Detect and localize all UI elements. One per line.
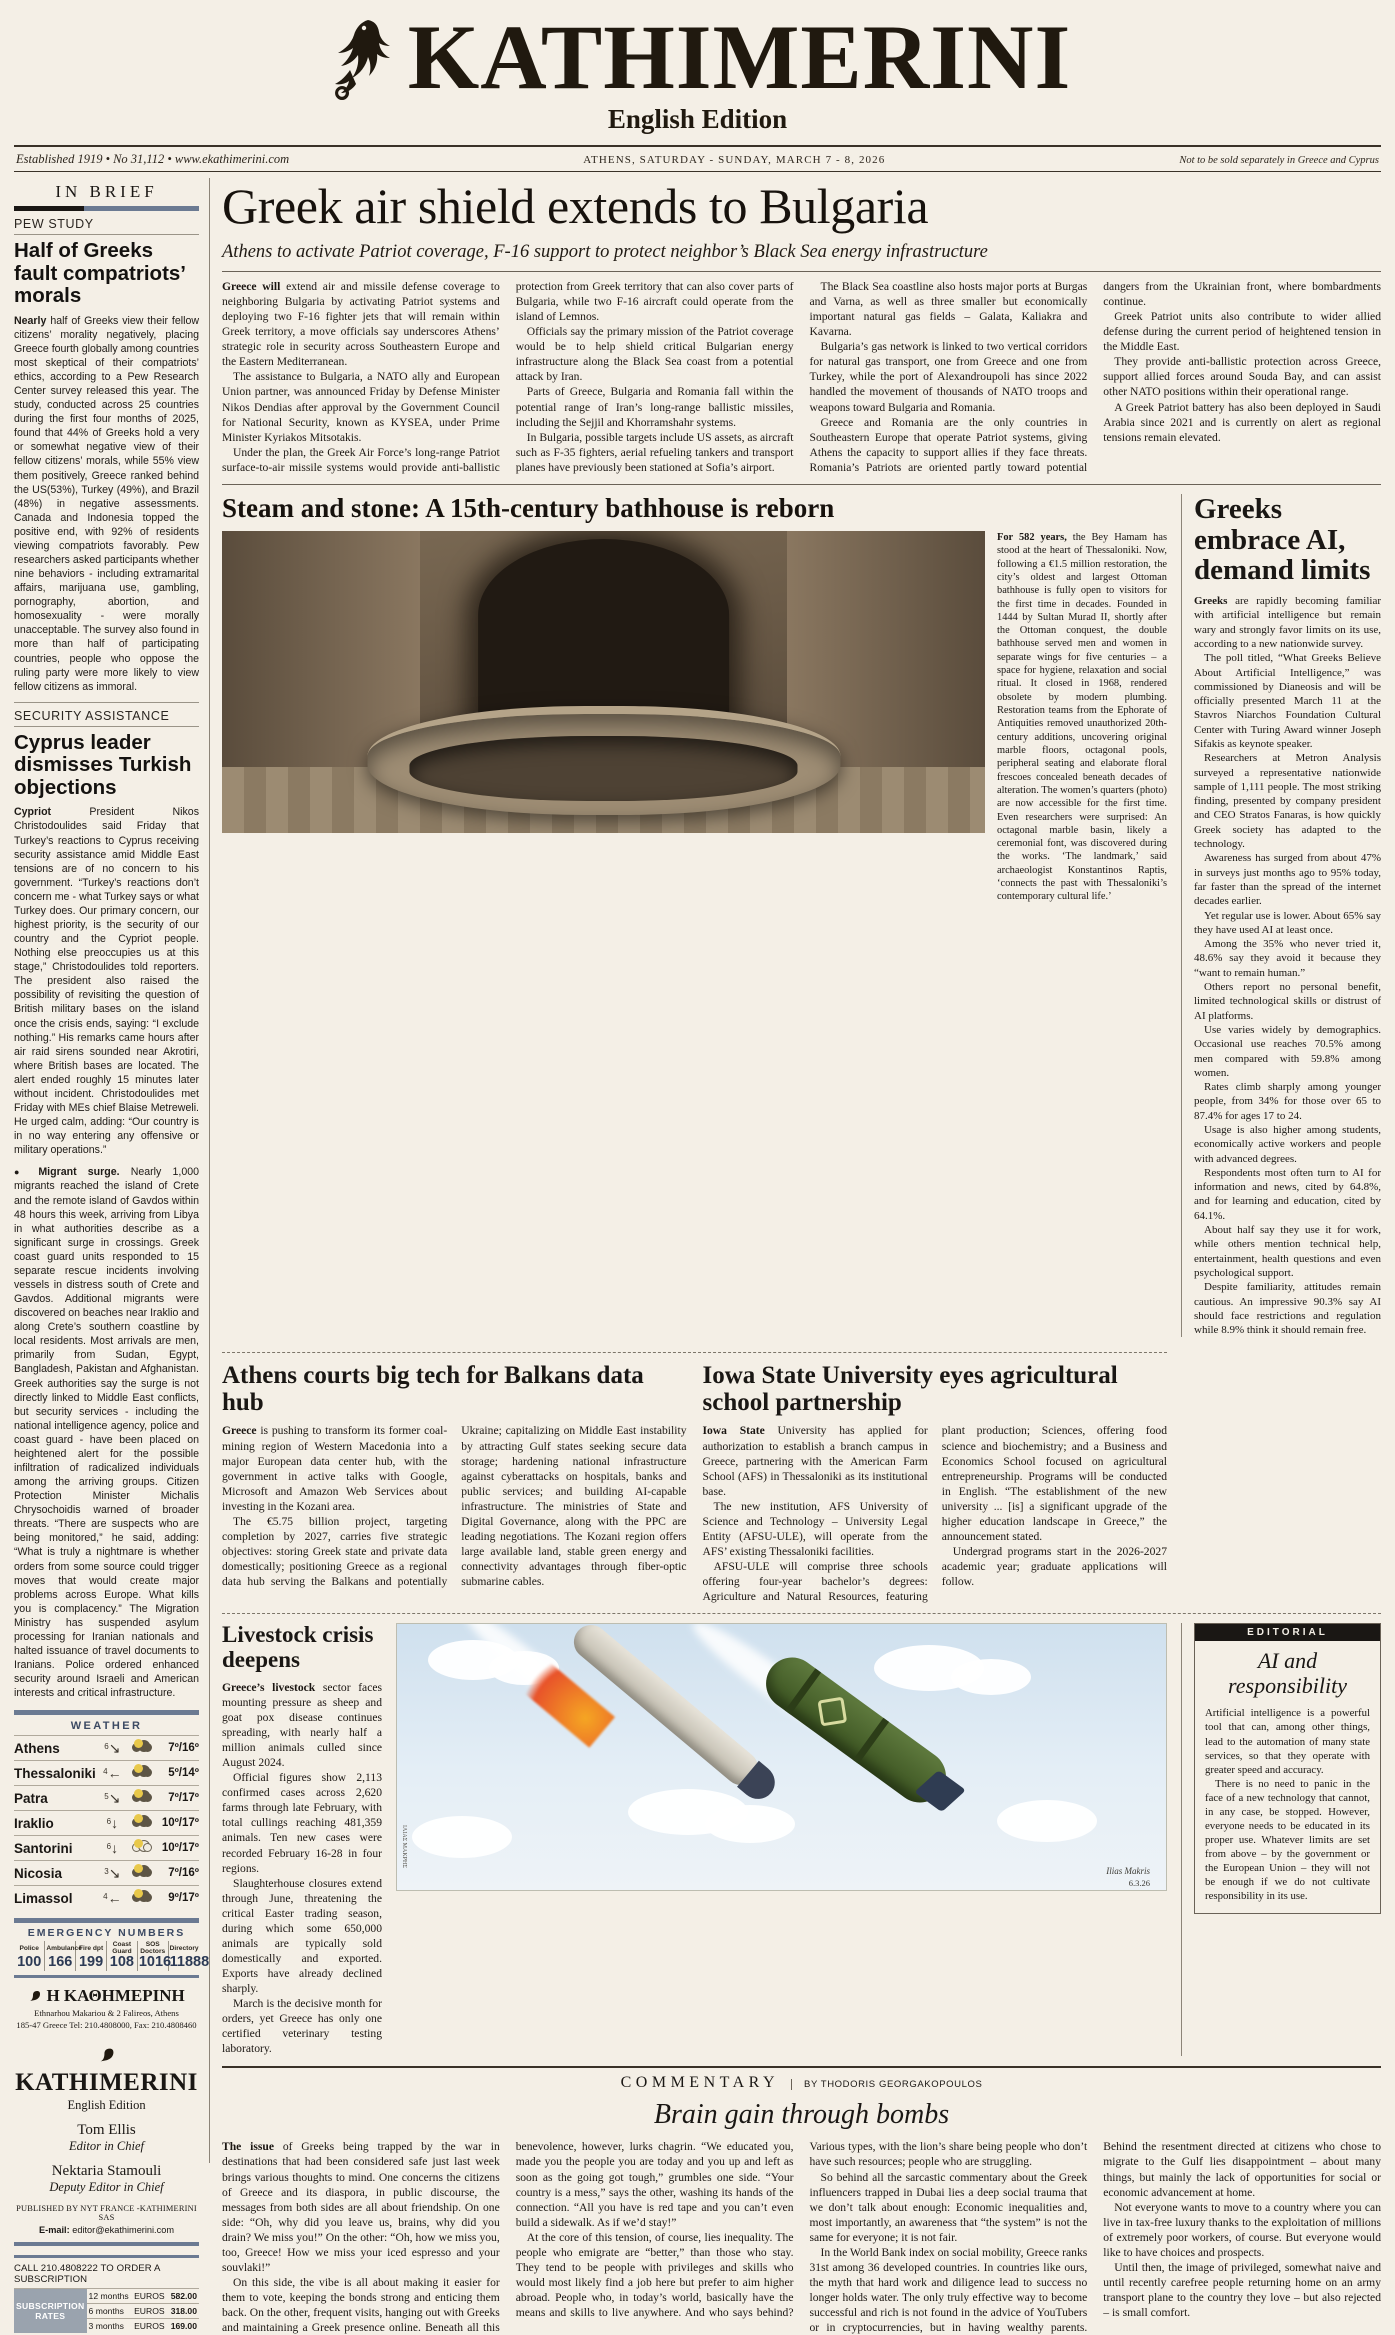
publisher-box [14, 1986, 199, 2246]
datahub-paragraph [222, 1423, 447, 1513]
sidebar [14, 178, 210, 2331]
editorial-body [1205, 1706, 1370, 1902]
deputy-editor-name: Nektaria Stamouli [51, 2163, 162, 2179]
commentary-paragraph-text: of Greeks being trapped by the war in destinations that had been considered safe just last week brings various thoughts to mind. One concerns the citizens of Greece and its diaspora, in public discourse, the messages from both sides are all about friendship. On one side: “Oh, why did you leave us, brains, why did you drain? We miss you!” On the other: “Oh, how we miss you, too, Greece! How we miss your iced espresso and your souvlaki!” [222, 2140, 500, 2274]
feature-article [222, 494, 1167, 1338]
cartoon-signature: Ilias Makris [1106, 1866, 1150, 1877]
subscription-currency: EUROS [132, 2289, 168, 2304]
iowa-lead-word: Iowa State [702, 1424, 765, 1438]
datahub-paragraph: The €5.75 billion project, targeting completion by 2027, carries five strategic objectives: storing Greek state and private data domestically; positioning Greece as a regional data hub serving the Balkans and potentially Ukraine; capitalizing on Middle East instability by attracting Gulf states seeking secure data storage; hardening national infrastructure against cyberattacks on hospitals, banks and public services; and building AI-capable infrastructure. The ministries of State and Digital Governance, along with the PPC are leading negotiations. The Kozani region offers large available land, stable green energy and connectivity advantages through fiber-optic submarine cables. [222, 1424, 687, 1589]
weather-row [14, 1736, 199, 1761]
subscription-price: 169.00 [168, 2319, 199, 2334]
weather-city: Iraklio [14, 1811, 96, 1836]
emergency-label: Police [19, 1944, 39, 1952]
caption-text: the Bey Hamam has stood at the heart of Thessaloniki. Now, following a €1.5 million restoration, the city’s oldest and largest Ottoman bathhouse is fully open to visitors for the first time in decades. Founded in 1444 by Sultan Murad II, shortly after the Ottoman conquest, the double bathhouse served men and women in separate wings for five centuries – a space for hygiene, relaxation and social ritual. It closed in 1968, rendered obsolete by modern plumbing. Restoration teams from the Ephorate of Antiquities removed unauthorized 20th-century additions, uncovering original marble floors, octagonal pools, peripheral seating and elaborate floral frescoes concealed beneath decades of alteration. The women’s quarters (photo) are now accessible for the first time. Even researchers were surprised: An octagonal marble basin, likely a ceremonial font, was discovered during the works. ‘The landmark,’ said archaeologist Konstantinos Raptis, ‘connects the past with Thessaloniki’s contemporary cultural life.’ [997, 531, 1167, 903]
brief-kicker: SECURITY ASSISTANCE [14, 708, 170, 723]
publisher-brand-text: KATHIMERINI [15, 2069, 198, 2096]
datahub-body [222, 1423, 687, 1589]
commentary-paragraph: In the World Bank index on social mobility, Greece ranks 31st among 36 developed countries. In countries like ours, the myth that hard work and diligence lead to success no longer holds water. The only truly effective way to become successful and rich is not found in the advice of YouTubers or in cryptocurrencies, but in having wealthy parents. Behind the resentment directed at citizens who chose to migrate to the Gulf lies disappointment – about many things, but mainly the lack of opportunities for social or economic advancement at home. [809, 2140, 1381, 2335]
editorial-paragraph: There is no need to panic in the face of a new technology that cannot, in any case, be stopped. However, everyone needs to be educated in its proper use. Whatever limits are set from above – by the government or the European Union – they will not be enough if we do not cultivate responsibility in its use. [1205, 1777, 1370, 1902]
masthead-subtitle: English Edition [607, 104, 788, 134]
weather-temp: 5º/14º [154, 1761, 199, 1786]
dashed-rule-2 [222, 1613, 1381, 1614]
livestock-paragraph-text: sector faces mounting pressure as sheep and goat pox disease continues spreading, with nearly half a million animals culled since August 2024. [222, 1680, 383, 1770]
brief-text: President Nikos Christodoulides said Friday that Turkey’s reactions to Cyprus receiving security assistance amid Middle East tensions are of no concern to his government. “Turkey’s reactions don’t concern me - what Turkey says or what Turkey does. Our primary concern, our highest priority, is the security of our country and the Cypriot people. Nothing else preoccupies us at this stage,” Christodoulides told reporters. The president also raised the possibility of revisiting the question of British military bases on the island once the crisis ends, saying: “I exclude nothing.” His remarks came hours after air raid sirens sounded near Akrotiri, where British bases are located. The alert ended roughly 15 minutes later without incident. Christodoulides met Friday with MEs chief Blaise Metreweli. He urged calm, adding: “Our country is in no way entering any offensive or military operations.” [14, 806, 199, 1157]
wind-direction-icon: ← [107, 1765, 122, 1782]
lead-paragraph [222, 279, 500, 369]
email-label: E-mail: [39, 2225, 70, 2235]
dateline: ATHENS, SATURDAY - SUNDAY, MARCH 7 - 8, 2026 [583, 154, 886, 166]
ai-paragraph-text: are rapidly becoming familiar with artificial intelligence but remain wary and strongly favor limits on its use, according to a new nationwide survey. [1194, 595, 1381, 650]
lead-rule [222, 271, 1381, 272]
datahub-paragraph-text: is pushing to transform its former coal-mining region of Western Macedonia into a major European data center hub, with the government in active talks with Google, Microsoft and Amazon Web Services about investing in the Kozani area. [222, 1424, 448, 1513]
brief-lead-word: Cypriot [14, 806, 52, 819]
brief-headline: Cyprus leader dismisses Turkish objections [14, 730, 192, 799]
weather-city: Athens [14, 1736, 96, 1761]
emergency-label: SOS Doctors [137, 1941, 168, 1955]
weather-temp: 10º/17º [154, 1811, 199, 1836]
datahub-headline: Athens courts big tech for Balkans data hub [222, 1362, 644, 1417]
subscription-currency: EUROS [132, 2304, 168, 2319]
deputy-editor-role: Deputy Editor in Chief [49, 2180, 164, 2194]
commentary-lead-word: The issue [222, 2140, 274, 2154]
ai-paragraph: Yet regular use is lower. About 65% say they have used AI at least once. [1194, 909, 1381, 936]
emergency-number: 108 [106, 1955, 137, 1970]
lead-paragraph: Greece and Romania are the only countries in Southeastern Europe that operate Patriot systems, giving Athens the capacity to support allies if they face threats. Romania’s Patriots are oriented partly toward potential dangers from the Ukrainian front, where bombardments continue. [809, 280, 1381, 474]
weather-city: Thessaloniki [14, 1761, 96, 1786]
in-brief-title: IN BRIEF [55, 182, 158, 201]
weather-icon [129, 1836, 154, 1861]
cartoon-area [396, 1623, 1167, 2056]
publisher-email[interactable] [14, 2225, 199, 2235]
publisher-address-2: 185-47 Greece Tel: 210.4808000, Fax: 210.4808460 [16, 2020, 197, 2031]
weather-table [14, 1735, 199, 1910]
emergency-title: EMERGENCY NUMBERS [27, 1927, 186, 1940]
weather-row [14, 1836, 199, 1861]
lead-paragraph: Bulgaria’s gas network is linked to two vertical corridors for natural gas transport, one from Greece and one from Turkey, while the port of Alexandroupoli has since 2022 handled the movement of thousands of NATO troops and weapons toward Bulgaria and Romania. [809, 340, 1088, 414]
editorial-area [1181, 1623, 1381, 2056]
editor-role: Editor in Chief [69, 2139, 144, 2153]
publisher-address-1: Ethnarhou Makariou & 2 Falireos, Athens [34, 2007, 179, 2018]
lead-article-body [222, 279, 1381, 475]
bottom-row [222, 1623, 1381, 2056]
feature-caption [997, 531, 1167, 904]
ai-paragraph: Rates climb sharply among younger people, from 34% for those over 65 to 87.4% for ages 17 to 24. [1194, 1081, 1381, 1122]
wind-speed: 4 [103, 1767, 108, 1777]
weather-wind [96, 1786, 129, 1811]
two-up-row [222, 1343, 1381, 1604]
weather-wind [96, 1811, 129, 1836]
iowa-headline: Iowa State University eyes agricultural school partnership [702, 1362, 1118, 1417]
brief-headline: Half of Greeks fault compatriots’ morals [14, 239, 185, 308]
livestock-paragraph [222, 1680, 382, 1770]
weather-row [14, 1761, 199, 1786]
livestock-body [222, 1680, 382, 2057]
iowa-paragraph: Undergrad programs start in the 2026-2027 academic year; graduate applications will follow. [941, 1544, 1167, 1589]
weather-temp: 7º/16º [154, 1736, 199, 1761]
kicker-rule [14, 234, 199, 235]
feature-photo [222, 531, 985, 833]
wind-direction-icon: ↘ [108, 1864, 121, 1881]
lead-paragraph: A Greek Patriot battery has also been deployed in Saudi Arabia since 2021 and is currently on alert as regional tensions remain elevated. [1103, 400, 1381, 444]
ai-paragraph: Despite familiarity, attitudes remain cautious. An impressive 90.3% say AI should face restrictions and regulation while 8.9% think it should remain free. [1194, 1281, 1381, 1337]
commentary-rule [222, 2066, 1381, 2068]
story-iowa [703, 1362, 1168, 1604]
story-datahub [222, 1362, 687, 1604]
griffin-small-icon [98, 2046, 116, 2064]
cartoon-credit: ΙΛΙΑΣ ΜΑΚΡΗΣ [401, 1825, 407, 1869]
ai-sidebar-body [1194, 594, 1381, 1337]
subscription-tag: SUBSCRIPTION RATES [14, 2289, 87, 2334]
commentary-header [222, 2074, 1381, 2092]
editorial-paragraph: Artificial intelligence is a powerful tool that can, among other things, lead to the automation of many state services, so that they operate with greater speed and accuracy. [1205, 1707, 1370, 1776]
commentary-title: Brain gain through bombs [653, 2099, 950, 2131]
editorial-tag: EDITORIAL [1195, 1624, 1380, 1641]
cartoon-date: 6.3.26 [1128, 1878, 1150, 1889]
subscription-currency: EUROS [132, 2319, 168, 2334]
sale-notice: Not to be sold separately in Greece and Cyprus [1179, 155, 1379, 166]
masthead-info-line [14, 147, 1381, 171]
commentary-paragraph: Until then, the image of privileged, somewhat naive and until recently carefree people returning home on an army transport plane to the country they love – but also rejected – is small comfort. [1103, 2260, 1381, 2320]
iowa-paragraph [703, 1423, 928, 1498]
ai-paragraph [1194, 594, 1381, 651]
ai-paragraph: Awareness has surged from about 47% in surveys just months ago to 95% today, far faster than the spread of the internet decades earlier. [1194, 852, 1381, 908]
emergency-label: Fire dpt [76, 1941, 107, 1955]
section-rule [222, 484, 1381, 485]
commentary-paragraph [222, 2139, 500, 2275]
brief-text: half of Greeks view their fellow citizens’ morality negatively, placing Greece fourth globally among countries most skeptical of their compatriots’ ethics, according to a Pew Research Center survey released this year. The study, conducted across 25 countries during the first four months of 2025, found that 44% of Greeks hold a very or somewhat negative view of their fellow citizens’ morals, while 55% view them positively, Greece ranked behind the US(53%), Turkey (49%), and Brazil (48%) in negative assessments. Canada and Indonesia topped the positive end, with 92% of residents viewing compatriots favorably. Pew researchers asked participants whether nine behaviors - including extramarital affairs, marijuana use, gambling, pornography, abortion, and homosexuality - were morally unacceptable. The survey also found in more than half of participating countries, people who oppose the ruling party were more likely to view fellow citizens as immoral. [14, 314, 199, 693]
masthead [14, 0, 1381, 135]
weather-row [14, 1811, 199, 1836]
caption-lead: For 582 years, [997, 531, 1067, 543]
weather-wind [96, 1836, 129, 1861]
story-livestock [222, 1623, 382, 2056]
brief-item-pew [14, 217, 199, 694]
iowa-paragraph-text: University has applied for authorization to establish a branch campus in Greece, partnering with the American Farm School (AFS) in Thessaloniki as its institutional base. [702, 1424, 928, 1498]
weather-temp: 7º/16º [154, 1861, 199, 1886]
emergency-number: 199 [76, 1955, 107, 1970]
ai-paragraph: Others report no personal benefit, limited technological skills or distrust of AI platforms. [1194, 981, 1381, 1022]
wind-direction-icon: ← [107, 1890, 122, 1907]
ai-sidebar-headline: Greeks embrace AI, demand limits [1194, 492, 1371, 587]
brief-divider [14, 702, 199, 703]
published-by: PUBLISHED BY NYT FRANCE -KATHIMERINI SAS [16, 2204, 197, 2222]
weather-city: Limassol [14, 1886, 96, 1911]
publisher-rule [14, 2242, 199, 2246]
brief-text: Nearly 1,000 migrants reached the island of Crete and the remote island of Gavdos within 48 hours this week, arriving from Libya in what authorities describe as a significant surge in crossings. Greek coast guard units responded to 15 separate rescue incidents involving vessels in distress south of Crete and Gavdos. Additional migrants were discovered on beaches near Iraklio and along Crete’s southern coastline by local residents. Most arrivals are men, primarily from Sudan, Egypt, Bangladesh, Pakistan and Afghanistan. Greek authorities say the surge is not directly linked to Middle East conflicts, but security services - including the national intelligence agency, police and coast guard - have been placed on heightened alert for the possible infiltration of radicalized individuals among the arriving groups. Citizen Protection Minister Michalis Chrysochoidis warned of broader threats. “There are suspects who are being monitored,” he said, adding: “What is truly a nightmare is whether orders from some source could trigger moves that would create major problems across Europe. What kills you is complacency.” The Migration Ministry has suspended asylum processing for Iranian nationals and halted issuance of travel documents to Iranians. Police ordered enhanced security around Israeli and American interests and critical infrastructure. [14, 1166, 199, 1700]
subscription-period: 12 months [87, 2289, 133, 2304]
emergency-label: Directory [168, 1941, 199, 1955]
publisher-edition: English Edition [67, 2098, 146, 2112]
lead-paragraph: Officials say the primary mission of the Patriot coverage would be to help shield critical Bulgarian energy infrastructure along the Black Sea coast from a potential attack by Iran. [515, 325, 794, 384]
lead-paragraph: Greek Patriot units also contribute to wider allied defense during the current period of heightened tension in the Middle East. [1103, 310, 1381, 354]
commentary-body [222, 2139, 1381, 2335]
ai-sidebar-article [1181, 494, 1381, 1338]
datahub-lead-word: Greece [222, 1424, 257, 1438]
lead-paragraph: Under the plan, the Greek Air Force’s long-range Patriot surface-to-air missile systems would provide anti-ballistic protection from Greek territory that can also cover parts of Bulgaria, while two F-16 aircraft could operate from the island of Lemnos. [222, 280, 794, 474]
subscription-table [14, 2288, 199, 2333]
weather-row [14, 1786, 199, 1811]
weather-temp: 10º/17º [154, 1836, 199, 1861]
weather-title: WEATHER [70, 1720, 143, 1733]
griffin-logo-icon [324, 14, 394, 100]
subscription-box [14, 2255, 199, 2333]
weather-temp: 7º/17º [154, 1786, 199, 1811]
lead-deck: Athens to activate Patriot coverage, F-16 support to protect neighbor’s Black Sea energy infrastructure [222, 242, 988, 262]
griffin-small-icon [28, 1989, 42, 2003]
weather-temp: 9º/17º [154, 1886, 199, 1911]
lead-paragraph: Parts of Greece, Bulgaria and Romania fall within the potential range of Iran’s long-range ballistic missiles, including the Sejjil and Khorramshahr systems. [515, 385, 794, 429]
emergency-bottom-rule [14, 1975, 199, 1978]
wind-speed: 3 [104, 1866, 109, 1876]
lead-paragraph: The assistance to Bulgaria, a NATO ally and European Union partner, was announced Friday by Defense Minister Nikos Dendias after approval by the Government Council for National Security, known as KYSEA, under Prime Minister Kyriakos Mitsotakis. [222, 370, 500, 444]
weather-city: Santorini [14, 1836, 96, 1861]
subscription-call-text: CALL 210.4808222 TO ORDER A SUBSCRIPTION [14, 2263, 160, 2285]
iowa-body [703, 1423, 1168, 1604]
livestock-headline: Livestock crisis deepens [222, 1622, 374, 1673]
wind-direction-icon: ↘ [108, 1739, 121, 1756]
ai-paragraph: The poll titled, “What Greeks Believe About Artificial Intelligence,” was commissioned by Dianeosis and will be officially presented March 11 at the Stavros Niarchos Foundation Cultural Center with Turing Award winner Joseph Sifakis as keynote speaker. [1194, 652, 1381, 750]
weather-icon [129, 1736, 154, 1761]
weather-icon [129, 1786, 154, 1811]
commentary-byline: BY THODORIS GEORGAKOPOULOS [791, 2079, 982, 2090]
weather-row [14, 1886, 199, 1911]
ai-paragraph: Researchers at Metron Analysis surveyed a representative nationwide sample of 1,111 people. The most striking finding, presented by company president and CEO Stratos Fanaras, is how quickly Greek society has adapted to the technology. [1194, 752, 1381, 851]
kicker-rule [14, 726, 199, 727]
subscription-price: 582.00 [168, 2289, 199, 2304]
iowa-paragraph: AFSU-ULE will comprise three schools offering four-year bachelor’s degrees: Agriculture and Natural Resources, featuring plant production; Sciences, offering food science and biochemistry; and a Business and Economics School focused on agricultural entrepreneurship. Programs will be conducted in English. “The establishment of the new university ... [is] a significant upgrade of the higher education landscape in Greece,” the announcement stated. [702, 1424, 1167, 1604]
publisher-brand [14, 2041, 199, 2097]
wind-speed: 5 [104, 1791, 109, 1801]
weather-icon [129, 1811, 154, 1836]
livestock-paragraph: Official figures show 2,113 confirmed cases across 2,620 farms through late February, with total cullings reaching 481,359 animals. Ten new cases were recorded February 16-28 in four regions. [222, 1771, 382, 1875]
editorial-box [1194, 1623, 1381, 1914]
wind-speed: 6 [106, 1842, 112, 1852]
iowa-paragraph: The new institution, AFS University of Science and Technology – University Legal Entity (AFSU-ULE), will operate from the AFS’ existing Thessaloniki facilities. [702, 1499, 928, 1558]
lead-word: Greece will [222, 280, 281, 293]
two-up-stories [222, 1362, 1167, 1604]
lead-paragraph: The Black Sea coastline also hosts major ports at Burgas and Varna, as well as three smaller but economically important natural gas fields – Galata, Kaliakra and Kavarna. [809, 280, 1088, 339]
brief-item-cyprus [14, 709, 199, 1158]
lead-paragraph-text: extend air and missile defense coverage to neighboring Bulgaria by activating Patriot systems and deploying two F-16 fighter jets that will remain within Greek territory, a move officials say underscores Athens’ strategic role in security across Southeastern Europe and the Eastern Mediterranean. [222, 280, 500, 369]
commentary-paragraph: At the core of this tension, of course, lies inequality. The people who emigrate are “better,” than those who stay. They tend to be people with privileges and skills who would most likely find a job here but prefer to aim higher abroad. People who, in today’s world, basically have the means and skills to live anywhere. And who says behind? Various types, with the lion’s share being people who don’t have such resources; people who are struggling. [515, 2140, 1088, 2320]
masthead-title: KATHIMERINI [407, 5, 1072, 108]
livestock-paragraph: March is the decisive month for orders, yet Greece has only one certified veterinary testing laboratory. [222, 1997, 382, 2056]
subscription-period: 6 months [87, 2304, 133, 2319]
lead-paragraph: In Bulgaria, possible targets include US assets, as aircraft such as F-35 fighters, aerial refueling tankers and transport planes have previously been stationed at Sofia’s airport. [515, 430, 794, 474]
dashed-rule [222, 1352, 1167, 1353]
weather-city: Patra [14, 1786, 96, 1811]
info-rule [14, 171, 1381, 172]
emergency-number: 11888 [169, 1954, 210, 1971]
emergency-table [14, 1941, 210, 1971]
wind-direction-icon: ↘ [108, 1789, 121, 1806]
wind-speed: 6 [104, 1741, 109, 1751]
ai-paragraph: Respondents most often turn to AI for information and news, cited by 64.8%, and for learning and education, cited by 64.1%. [1194, 1166, 1381, 1222]
emergency-labels-row [14, 1941, 199, 1955]
wind-speed: 6 [106, 1817, 112, 1827]
weather-wind [96, 1736, 129, 1761]
emergency-number: 1016 [138, 1954, 172, 1971]
in-brief-bar [14, 206, 199, 211]
lead-paragraph: They provide anti-ballistic protection across Greece, support allied forces around Souda Bay, and can assist other NATO positions within their operational range. [1103, 355, 1381, 399]
commentary-label: COMMENTARY [620, 2074, 780, 2092]
emergency-number: 100 [17, 1954, 42, 1971]
editorial-cartoon [396, 1623, 1167, 1891]
wind-direction-icon: ↓ [111, 1815, 119, 1832]
ai-paragraph: Use varies widely by demographics. Occasional use reaches 70.5% among men compared with 59.8% among women. [1194, 1023, 1381, 1079]
brief-lead-word: Nearly [14, 314, 47, 327]
weather-icon [129, 1886, 154, 1911]
editorial-title: AI and responsibility [1228, 1648, 1347, 1698]
brief-item-migrants [14, 1165, 199, 1700]
feature-headline: Steam and stone: A 15th-century bathhouse is reborn [222, 492, 835, 523]
commentary-paragraph: So behind all the sarcastic commentary about the Greek influencers trapped in Dubai lies a deep social trauma that we don’t talk about enough: Economic inequalities and, most importantly, an awareness that “the system” is not the same for everyone; it is not fair. [809, 2170, 1088, 2244]
commentary-paragraph: On this side, the vibe is all about making it easier for them to vote, keeping the bonds strong and enticing them back. On the other, frequent visits, hanging out with Greeks and maintaining a Greek presence online. Beneath all this benevolence, however, lurks chagrin. “We educated you, made you the people you are today and you up and left as soon as the going got tough,” grumbles one side. “Your country is a mess,” says the other, washing its hands of the connection. “All you have is red tape and you can’t even build a sidewalk. As if we’d stay!” [222, 2140, 794, 2335]
weather-city: Nicosia [14, 1861, 96, 1886]
emergency-label: Ambulance [45, 1941, 76, 1955]
ai-paragraph: Usage is also higher among students, economically active workers and people with advanced degrees. [1194, 1124, 1381, 1165]
ai-lead-word: Greeks [1194, 595, 1228, 608]
editor-name: Tom Ellis [77, 2122, 136, 2138]
subscription-period: 3 months [87, 2319, 133, 2334]
email-address[interactable]: editor@ekathimerini.com [72, 2225, 174, 2235]
page-columns [14, 178, 1381, 2335]
ai-paragraph: About half say they use it for work, while others mention technical help, entertainment, health questions and even psychological support. [1194, 1224, 1381, 1279]
weather-wind [96, 1761, 129, 1786]
emergency-numbers-row [14, 1955, 199, 1970]
livestock-lead-word: Greece’s livestock [222, 1680, 316, 1694]
brief-body [14, 314, 199, 694]
lead-headline: Greek air shield extends to Bulgaria [222, 178, 929, 234]
weather-icon [129, 1861, 154, 1886]
main-content [210, 178, 1381, 2335]
weather-row [14, 1861, 199, 1886]
feature-row [222, 494, 1381, 1338]
commentary-paragraph: Not everyone wants to move to a country where you can live in tax-free luxury thanks to the exploitation of millions of extremely poor workers, of course. But everyone would like to have choices and prospects. [1103, 2200, 1381, 2259]
wind-direction-icon: ↓ [111, 1840, 119, 1857]
publisher-greek-name [14, 1986, 199, 2006]
ai-paragraph: Among the 35% who never tried it, 48.6% say they avoid it because they “want to remain human.” [1194, 938, 1381, 979]
established-text: Established 1919 • No 31,112 • www.ekathimerini.com [16, 152, 290, 166]
subscription-price: 318.00 [168, 2304, 199, 2319]
weather-icon [129, 1761, 154, 1786]
livestock-paragraph: Slaughterhouse closures extend through June, threatening the critical Easter trading season, during which some 650,000 animals are typically sold domestically and exported. Exports have already declined sharply. [222, 1876, 382, 1996]
publisher-greek-text: Η ΚΑΘΗΜΕΡΙΝΗ [46, 1985, 185, 2005]
weather-wind [96, 1861, 129, 1886]
brief-lead-word: Migrant surge. [38, 1166, 120, 1179]
weather-wind [96, 1886, 129, 1911]
emergency-number: 166 [45, 1955, 76, 1970]
emergency-label: Coast Guard [106, 1941, 137, 1955]
brief-body [14, 805, 199, 1157]
subscription-row [14, 2289, 199, 2304]
brief-kicker: PEW STUDY [14, 217, 94, 231]
wind-speed: 4 [103, 1892, 108, 1902]
